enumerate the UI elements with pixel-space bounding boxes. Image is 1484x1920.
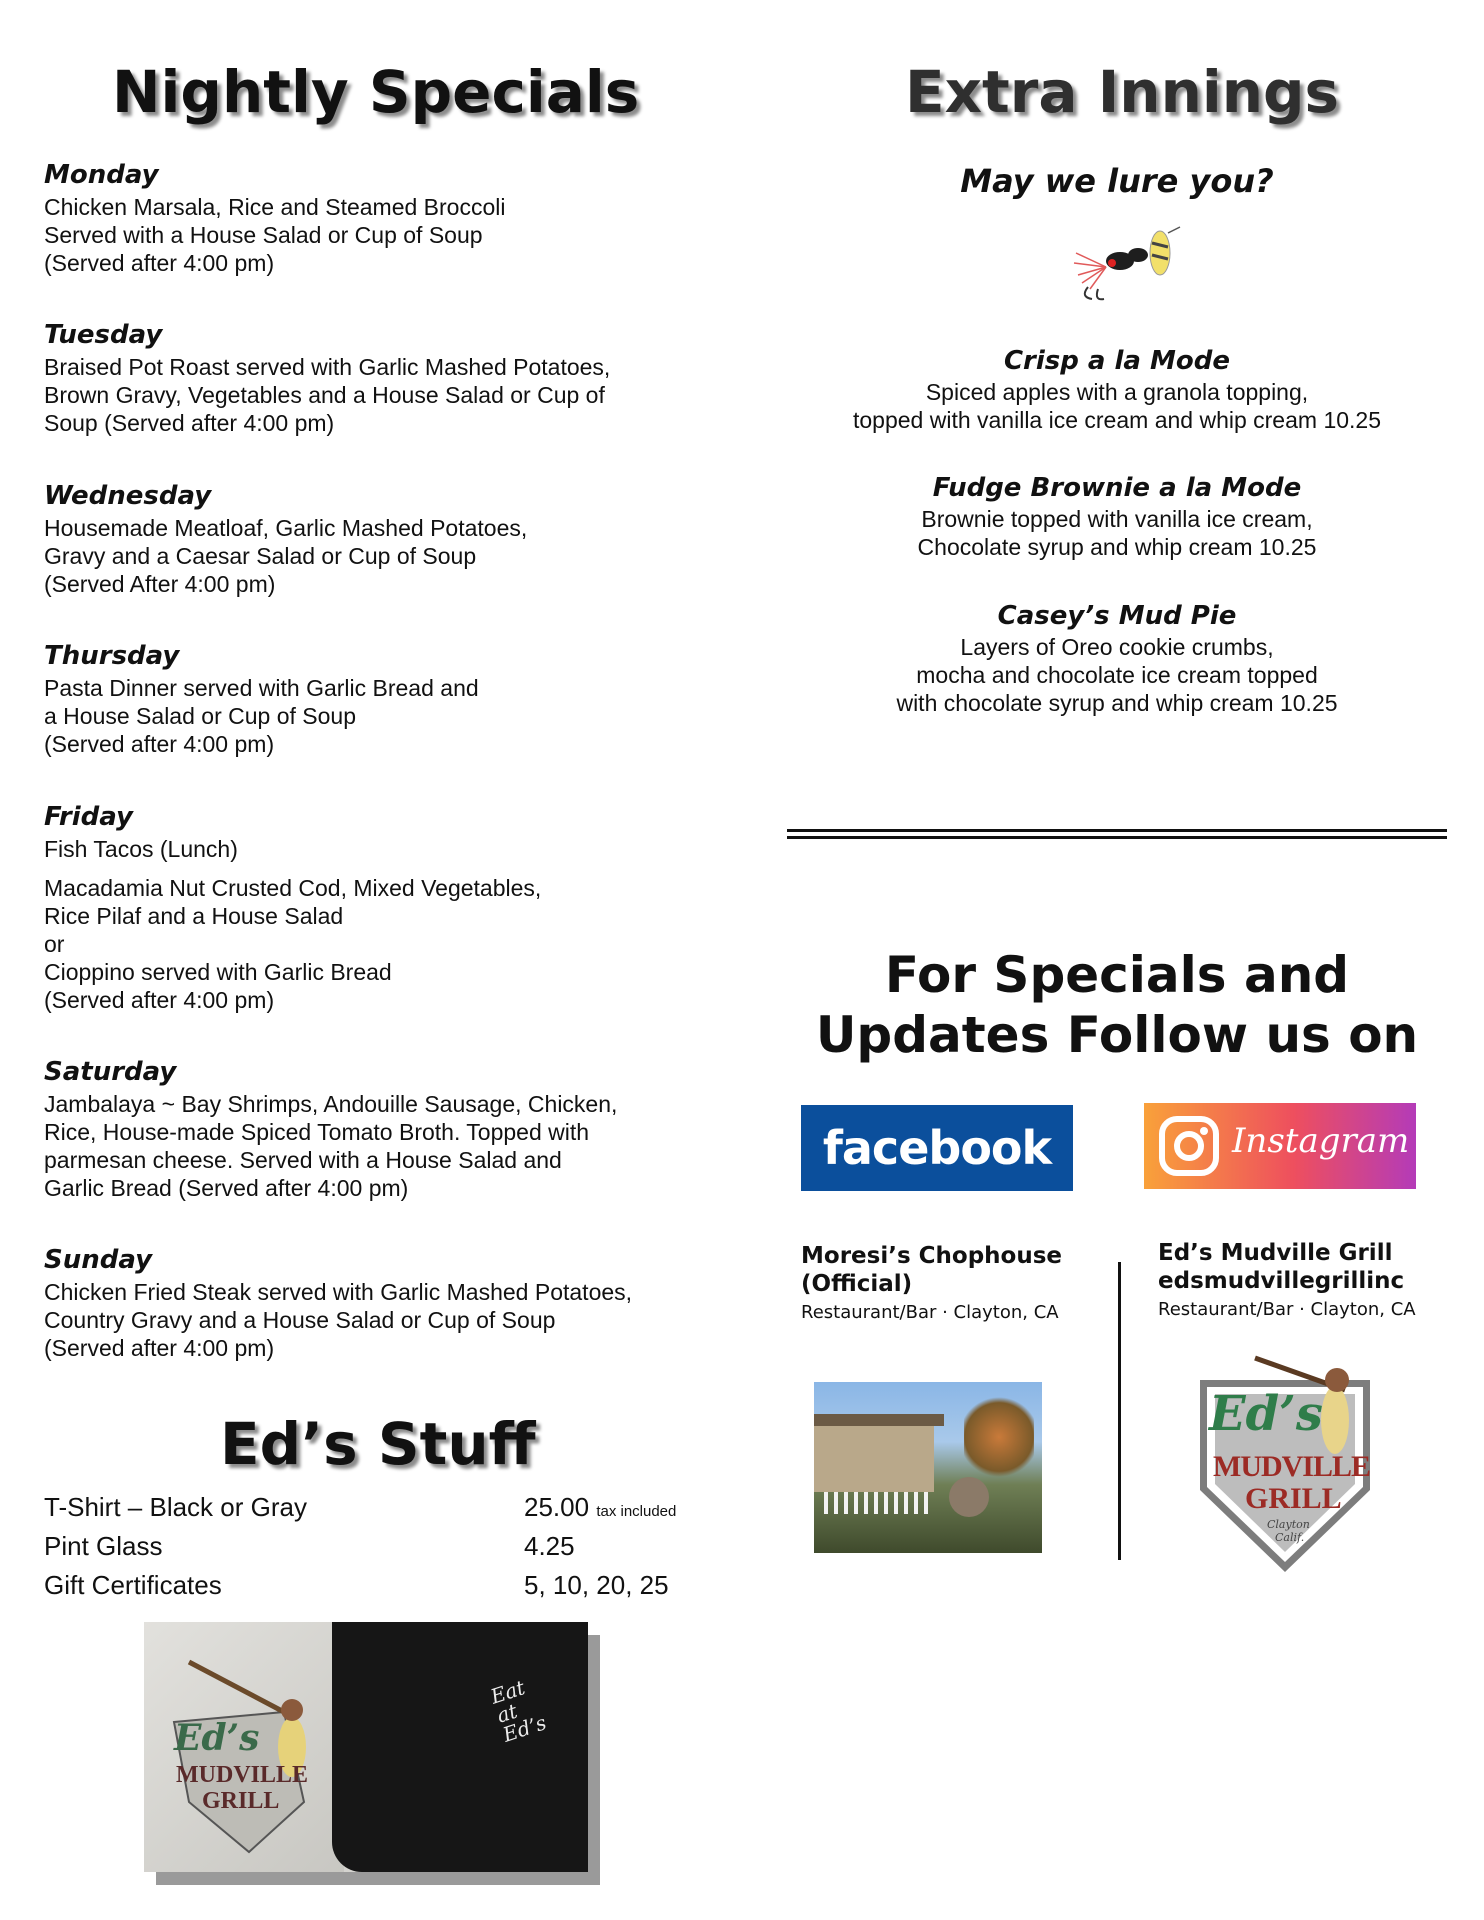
- dessert-desc: Brownie topped with vanilla ice cream, Chocolate syrup and whip cream 10.25: [917, 506, 1317, 560]
- eds-page-sub: Restaurant/Bar · Clayton, CA: [1158, 1299, 1416, 1320]
- shirt-logo-eds: Ed’s: [174, 1717, 260, 1759]
- shirt-eat-at-eds: Eat at Ed’s: [487, 1675, 550, 1747]
- nightly-specials-title: Nightly Specials: [112, 58, 640, 126]
- instagram-button[interactable]: [1144, 1103, 1416, 1189]
- shirt-logo-line2: GRILL: [202, 1788, 280, 1814]
- logo-loc2: Calif.: [1275, 1531, 1305, 1544]
- day-tuesday: Tuesday: [44, 320, 163, 350]
- tshirt-photo: [144, 1622, 588, 1872]
- desc-wednesday: Housemade Meatloaf, Garlic Mashed Potatoes, Gravy and a Caesar Salad or Cup of Soup (Served After 4:00 pm): [44, 515, 528, 597]
- tree: [964, 1392, 1034, 1482]
- logo-eds: Ed’s: [1209, 1386, 1323, 1442]
- shirt-logo-line1: MUDVILLE: [176, 1762, 309, 1788]
- day-wednesday: Wednesday: [44, 481, 212, 511]
- fountain: [949, 1477, 989, 1517]
- facebook-label: facebook: [822, 1121, 1052, 1175]
- vertical-divider: [1118, 1262, 1121, 1560]
- day-sunday: Sunday: [44, 1245, 153, 1275]
- mudville-grill-logo[interactable]: [1195, 1350, 1375, 1575]
- facebook-button[interactable]: [801, 1105, 1073, 1191]
- day-friday: Friday: [44, 802, 133, 832]
- logo-line2: GRILL: [1245, 1482, 1342, 1515]
- dessert-desc: Layers of Oreo cookie crumbs, mocha and chocolate ice cream topped with chocolate syrup and whip cream 10.25: [896, 634, 1338, 716]
- stuff-price-value: 4.25: [524, 1531, 575, 1561]
- day-thursday: Thursday: [44, 641, 180, 671]
- moresis-page-name[interactable]: Moresi’s Chophouse (Official): [801, 1243, 1062, 1297]
- stuff-price-value: 25.00: [524, 1492, 590, 1522]
- stuff-item-name: Gift Certificates: [44, 1570, 222, 1600]
- desc-friday: Macadamia Nut Crusted Cod, Mixed Vegetables, Rice Pilaf and a House Salad or Cioppino served with Garlic Bread (Served after 4:00 pm): [44, 875, 542, 1013]
- white-fence: [824, 1492, 934, 1514]
- moresis-page-sub: Restaurant/Bar · Clayton, CA: [801, 1302, 1059, 1323]
- chophouse-photo[interactable]: [814, 1382, 1042, 1553]
- desc-thursday: Pasta Dinner served with Garlic Bread and a House Salad or Cup of Soup (Served after 4:00 pm): [44, 675, 479, 757]
- day-monday: Monday: [44, 160, 159, 190]
- extra-innings-title: Extra Innings: [905, 58, 1340, 126]
- tagline: May we lure you?: [960, 162, 1274, 200]
- lunch-friday: Fish Tacos (Lunch): [44, 836, 238, 862]
- fishing-lure-icon: [1068, 225, 1188, 315]
- eds-stuff-title: Ed’s Stuff: [220, 1410, 536, 1478]
- dessert-name: Casey’s Mud Pie: [997, 601, 1237, 631]
- desc-saturday: Jambalaya ~ Bay Shrimps, Andouille Sausage, Chicken, Rice, House-made Spiced Tomato Broth. Topped with parmesan cheese. Served with a House Salad and Garlic Bread (Served after 4:00 pm): [44, 1091, 618, 1201]
- divider-line: [787, 836, 1447, 839]
- follow-heading-line1: For Specials and: [884, 946, 1350, 1004]
- stuff-price-value: 5, 10, 20, 25: [524, 1570, 669, 1600]
- stuff-price-note: tax included: [596, 1503, 677, 1520]
- desc-monday: Chicken Marsala, Rice and Steamed Broccoli Served with a House Salad or Cup of Soup (Served after 4:00 pm): [44, 194, 506, 276]
- stuff-item-name: Pint Glass: [44, 1531, 163, 1561]
- logo-loc1: Clayton: [1267, 1518, 1310, 1531]
- desc-sunday: Chicken Fried Steak served with Garlic Mashed Potatoes, Country Gravy and a House Salad or Cup of Soup (Served after 4:00 pm): [44, 1279, 633, 1361]
- desc-tuesday: Braised Pot Roast served with Garlic Mashed Potatoes, Brown Gravy, Vegetables and a House Salad or Cup of Soup (Served after 4:00 pm): [44, 354, 611, 436]
- stuff-item-name: T-Shirt – Black or Gray: [44, 1492, 307, 1522]
- eds-page-name[interactable]: Ed’s Mudville Grill edsmudvillegrillinc: [1158, 1240, 1405, 1294]
- black-shirt: [332, 1622, 588, 1872]
- dessert-desc: Spiced apples with a granola topping, topped with vanilla ice cream and whip cream 10.25: [852, 379, 1381, 433]
- building: [814, 1422, 934, 1492]
- divider-line: [787, 829, 1447, 832]
- day-saturday: Saturday: [44, 1057, 177, 1087]
- logo-line1: MUDVILLE: [1213, 1450, 1371, 1483]
- instagram-icon: [1158, 1115, 1220, 1177]
- instagram-label: Instagram: [1232, 1121, 1410, 1161]
- stuff-item-price: [524, 1492, 676, 1523]
- dessert-name: Fudge Brownie a la Mode: [932, 473, 1302, 503]
- roof: [814, 1414, 944, 1426]
- dessert-name: Crisp a la Mode: [1003, 346, 1231, 376]
- follow-heading-line2: Updates Follow us on: [815, 1006, 1419, 1064]
